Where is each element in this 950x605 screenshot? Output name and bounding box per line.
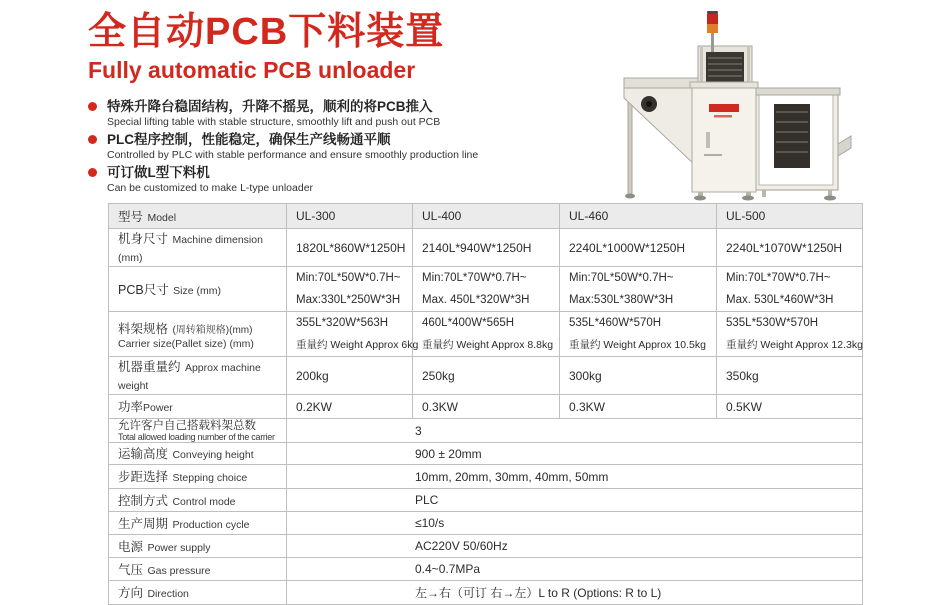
carrier-dim: 460L*400W*565H	[422, 316, 515, 329]
page-title-en: Fully automatic PCB unloader	[88, 57, 416, 83]
label-en: Production cycle	[172, 518, 250, 531]
table-cell-span: 900 ± 20mm	[287, 443, 863, 465]
model-name: UL-300	[287, 204, 413, 229]
model-name: UL-400	[413, 204, 560, 229]
row-label	[109, 419, 287, 443]
feature-item	[88, 131, 608, 161]
table-cell	[717, 312, 863, 357]
table-row-machine-dimension	[109, 229, 863, 267]
table-row-power	[109, 395, 863, 419]
feature-list	[88, 98, 608, 197]
feature-text-zh: 可订做L型下料机	[107, 165, 210, 180]
row-label	[109, 229, 287, 267]
carrier-weight: 重量约 Weight Approx 10.5kg	[569, 338, 706, 351]
row-label	[109, 512, 287, 535]
table-cell: 0.5KW	[717, 395, 863, 419]
table-cell: 200kg	[287, 357, 413, 395]
table-cell: 2240L*1000W*1250H	[560, 229, 717, 267]
pcb-max: Max. 530L*460W*3H	[726, 293, 834, 306]
table-row-loading-number	[109, 419, 863, 443]
row-label	[109, 535, 287, 558]
label-zh: 气压	[118, 562, 144, 577]
carrier-weight: 重量约 Weight Approx 6kg	[296, 338, 419, 351]
table-row-production-cycle	[109, 512, 863, 535]
feature-text-en: Special lifting table with stable structure, smoothly lift and push out PCB	[107, 116, 441, 128]
label-zh: 电源	[118, 539, 144, 554]
row-label	[109, 581, 287, 605]
table-cell	[287, 312, 419, 357]
table-cell	[560, 312, 717, 357]
carrier-weight: 重量约 Weight Approx 12.3kg	[726, 338, 863, 351]
table-cell: 1820L*860W*1250H	[287, 229, 413, 267]
table-cell: 2240L*1070W*1250H	[717, 229, 863, 267]
label-en: Stepping choice	[172, 472, 248, 484]
table-row-machine-weight	[109, 357, 863, 395]
label-zh: 方向	[118, 586, 144, 600]
bullet-icon	[88, 135, 97, 144]
table-cell	[287, 267, 413, 312]
label-en: Gas pressure	[147, 564, 211, 577]
feature-item	[88, 164, 608, 194]
label-zh: 生产周期	[118, 516, 169, 531]
label-zh: 机身尺寸	[118, 232, 169, 246]
table-cell	[717, 267, 863, 312]
table-cell: 2140L*940W*1250H	[413, 229, 560, 267]
carrier-dim: 535L*530W*570H	[726, 316, 819, 329]
carrier-dim: 355L*320W*563H	[296, 316, 389, 329]
bullet-icon	[88, 168, 97, 177]
row-label	[109, 357, 287, 395]
row-label	[109, 465, 287, 489]
label-zh: PCB尺寸	[118, 282, 169, 297]
table-row-power-supply	[109, 535, 863, 558]
row-label	[109, 489, 287, 512]
feature-text-zh: 特殊升降台稳固结构，升降不摇晃，顺利的将PCB推入	[107, 99, 433, 114]
row-label	[109, 312, 287, 357]
table-cell: 250kg	[413, 357, 560, 395]
label-zh: 控制方式	[118, 493, 169, 508]
pcb-min: Min:70L*50W*0.7H~	[569, 271, 674, 284]
table-cell-span: 0.4~0.7MPa	[287, 558, 863, 581]
table-row-pcb-size	[109, 267, 863, 312]
table-row-conveying-height	[109, 443, 863, 465]
table-cell: 0.3KW	[413, 395, 560, 419]
table-cell-span: ≤10/s	[287, 512, 863, 535]
label-zh: 机器重量约	[118, 360, 181, 374]
row-label	[109, 204, 287, 229]
model-name: UL-460	[560, 204, 717, 229]
pcb-unloader-machine-photo	[616, 8, 851, 203]
table-cell: 0.2KW	[287, 395, 413, 419]
label-zh-sub: (周转箱规格)(mm)	[172, 324, 253, 336]
pcb-min: Min:70L*70W*0.7H~	[422, 271, 527, 284]
spec-table	[108, 203, 863, 605]
label-zh: 步距选择	[118, 470, 169, 484]
table-cell-span: AC220V 50/60Hz	[287, 535, 863, 558]
table-cell	[413, 312, 560, 357]
table-cell	[560, 267, 717, 312]
pcb-max: Max. 450L*320W*3H	[422, 293, 530, 306]
feature-text-en: Controlled by PLC with stable performance and ensure smoothly production line	[107, 149, 479, 161]
label-en: Direction	[147, 588, 189, 600]
label-en: Power supply	[147, 541, 211, 554]
label-en: Conveying height	[172, 449, 254, 461]
table-row-direction	[109, 581, 863, 605]
table-cell: 0.3KW	[560, 395, 717, 419]
table-cell	[413, 267, 560, 312]
table-cell: 300kg	[560, 357, 717, 395]
table-cell-span: PLC	[287, 489, 863, 512]
feature-text-zh: PLC程序控制，性能稳定，确保生产线畅通平顺	[107, 132, 391, 147]
label-en: Machine dimension (mm)	[118, 234, 263, 264]
feature-item	[88, 98, 608, 128]
pcb-min: Min:70L*70W*0.7H~	[726, 271, 831, 284]
label-en: Carrier size(Pallet size) (mm)	[118, 337, 254, 350]
label-en: Power	[143, 402, 173, 414]
table-row-carrier-size	[109, 312, 863, 357]
table-row-stepping-choice	[109, 465, 863, 489]
table-cell-span: 10mm, 20mm, 30mm, 40mm, 50mm	[287, 465, 863, 489]
label-en: Control mode	[172, 495, 236, 508]
label-zh: 允许客户自己搭载料架总数	[118, 419, 256, 432]
bullet-icon	[88, 102, 97, 111]
table-cell-span: 左→右（可订 右→左）L to R (Options: R to L)	[287, 581, 863, 605]
label-zh: 型号	[118, 209, 144, 224]
row-label	[109, 443, 287, 465]
pcb-min: Min:70L*50W*0.7H~	[296, 271, 401, 284]
label-en: Model	[147, 211, 177, 224]
carrier-weight: 重量约 Weight Approx 8.8kg	[422, 338, 554, 351]
label-zh: 运输高度	[118, 447, 169, 461]
table-row-control-mode	[109, 489, 863, 512]
label-zh: 功率	[118, 400, 144, 414]
carrier-dim: 535L*460W*570H	[569, 316, 662, 329]
model-name: UL-500	[717, 204, 863, 229]
table-row-gas-pressure	[109, 558, 863, 581]
feature-text-en: Can be customized to make L-type unloader	[107, 182, 314, 194]
page-title-zh: 全自动PCB下料装置	[88, 11, 445, 53]
row-label	[109, 267, 287, 312]
table-cell: 350kg	[717, 357, 863, 395]
table-cell-span: 3	[287, 419, 863, 443]
row-label	[109, 558, 287, 581]
label-en: Approx machine weight	[118, 362, 261, 392]
pcb-max: Max:530L*380W*3H	[569, 293, 674, 306]
pcb-unloader-machine-illustration	[616, 8, 851, 200]
pcb-max: Max:330L*250W*3H	[296, 293, 401, 306]
label-en: Size (mm)	[173, 284, 221, 297]
label-zh: 料架规格	[118, 321, 169, 336]
row-label	[109, 395, 287, 419]
table-row-model	[109, 204, 863, 229]
label-en: Total allowed loading number of the carrier	[118, 431, 275, 442]
